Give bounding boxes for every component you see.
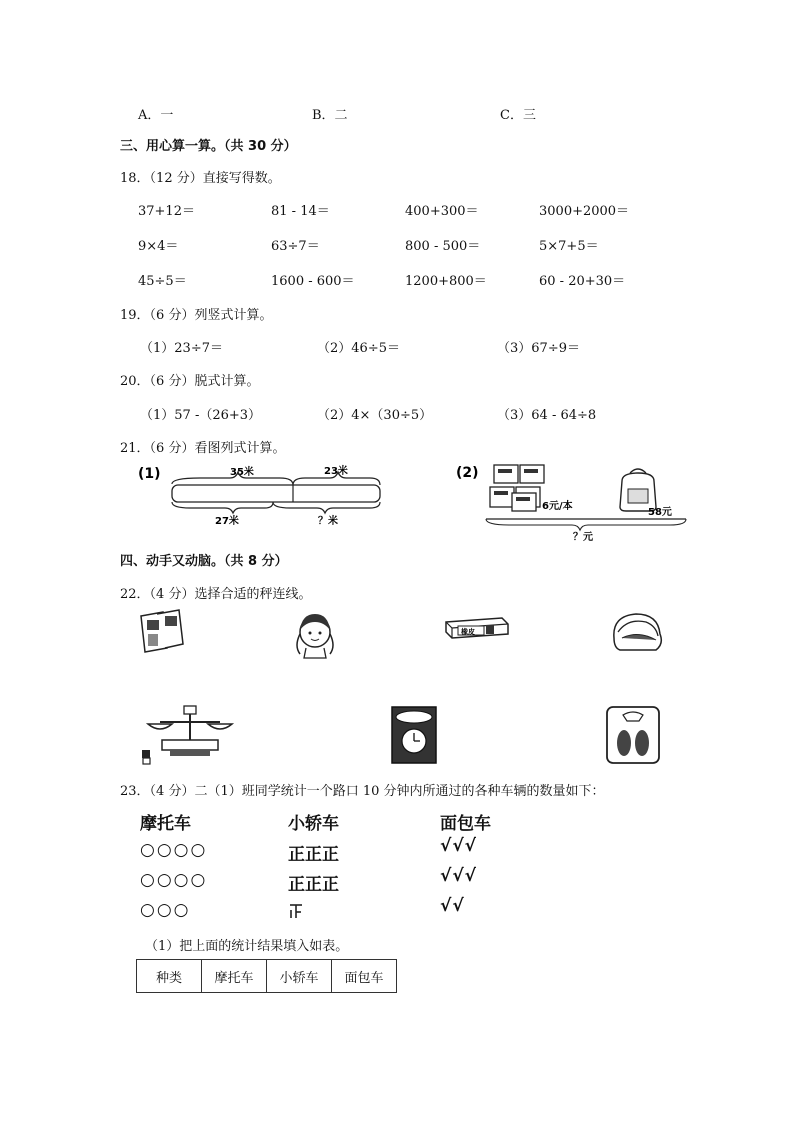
tally-car: 正正正	[288, 875, 339, 895]
choice-c: C．三	[500, 108, 536, 123]
q18-item: 1600 - 600＝	[271, 274, 355, 289]
fig1-top-right: 23米	[324, 466, 348, 477]
tally-motorcycle: ○○○○	[140, 870, 208, 890]
q20-title: 20．（6 分）脱式计算。	[120, 374, 260, 389]
q19-item: （3）67÷9＝	[497, 341, 580, 356]
section-4-title: 四、动手又动脑。（共 8 分）	[120, 554, 288, 569]
q23-header-car: 小轿车	[288, 814, 339, 834]
q20-item: （1）57 -（26+3）	[140, 408, 262, 423]
q21-title: 21．（6 分）看图列式计算。	[120, 441, 286, 456]
q18-item: 9×4＝	[138, 239, 179, 254]
q18-item: 63÷7＝	[271, 239, 320, 254]
books-icon	[490, 465, 544, 511]
q19-title: 19．（6 分）列竖式计算。	[120, 308, 273, 323]
fig2-label: (2)	[456, 465, 479, 481]
table-header: 小轿车	[267, 960, 332, 993]
q18-title: 18．（12 分）直接写得数。	[120, 171, 281, 186]
girl-icon	[290, 608, 340, 660]
q18-item: 60 - 20+30＝	[539, 274, 626, 289]
table-header: 摩托车	[202, 960, 267, 993]
tally-van: √√√	[440, 866, 478, 886]
balance-scale-icon	[140, 702, 240, 766]
q19-item: （1）23÷7＝	[140, 341, 223, 356]
q20-item: （2）4×（30÷5）	[317, 408, 433, 423]
tally-motorcycle: ○○○	[140, 900, 191, 920]
choice-b: B．二	[312, 108, 348, 123]
calculator-icon	[135, 608, 187, 654]
tally-van: √√√	[440, 836, 478, 856]
fig2-bag-price: 58元	[648, 507, 672, 518]
q18-item: 45÷5＝	[138, 274, 187, 289]
q23-stat-table	[136, 959, 397, 993]
q23-header-van: 面包车	[440, 814, 491, 834]
cap-icon	[608, 608, 668, 654]
partial-tally-mark	[288, 903, 304, 920]
q18-item: 400+300＝	[405, 204, 479, 219]
q18-item: 800 - 500＝	[405, 239, 481, 254]
q23-header-motorcycle: 摩托车	[140, 814, 191, 834]
q21-figure-2	[450, 455, 690, 543]
q22-title: 22．（4 分）选择合适的秤连线。	[120, 587, 312, 602]
fig1-label: (1)	[138, 466, 161, 482]
fig1-bottom-right: ？米	[318, 516, 338, 527]
tally-van: √√	[440, 896, 465, 916]
fig2-price: 6元/本	[542, 501, 573, 512]
eraser-icon	[442, 612, 512, 642]
section-3-title: 三、用心算一算。（共 30 分）	[120, 139, 297, 154]
backpack-icon	[620, 469, 656, 511]
table-header: 种类	[137, 960, 202, 993]
q18-item: 3000+2000＝	[539, 204, 630, 219]
dial-scale-icon	[390, 705, 438, 765]
q19-item: （2）46÷5＝	[317, 341, 400, 356]
q23-title: 23．（4 分）二（1）班同学统计一个路口 10 分钟内所通过的各种车辆的数量如下：	[120, 784, 605, 799]
fig1-top-left: 35米	[230, 467, 254, 478]
q18-item: 81 - 14＝	[271, 204, 330, 219]
fig1-bottom-left: 27米	[215, 516, 239, 527]
q18-item: 1200+800＝	[405, 274, 487, 289]
bathroom-scale-icon	[605, 705, 661, 765]
eraser-label: 橡皮	[461, 628, 475, 636]
table-header: 面包车	[332, 960, 397, 993]
q18-item: 5×7+5＝	[539, 239, 599, 254]
q20-item: （3）64 - 64÷8	[497, 408, 597, 423]
q18-item: 37+12＝	[138, 204, 195, 219]
choice-a: A．一	[138, 108, 174, 123]
tally-car: 正正正	[288, 845, 339, 865]
tally-motorcycle: ○○○○	[140, 840, 208, 860]
q21-figure-1	[130, 458, 400, 530]
fig2-total: ？元	[573, 532, 593, 543]
q23-sub1: （1）把上面的统计结果填入如表。	[145, 939, 349, 954]
